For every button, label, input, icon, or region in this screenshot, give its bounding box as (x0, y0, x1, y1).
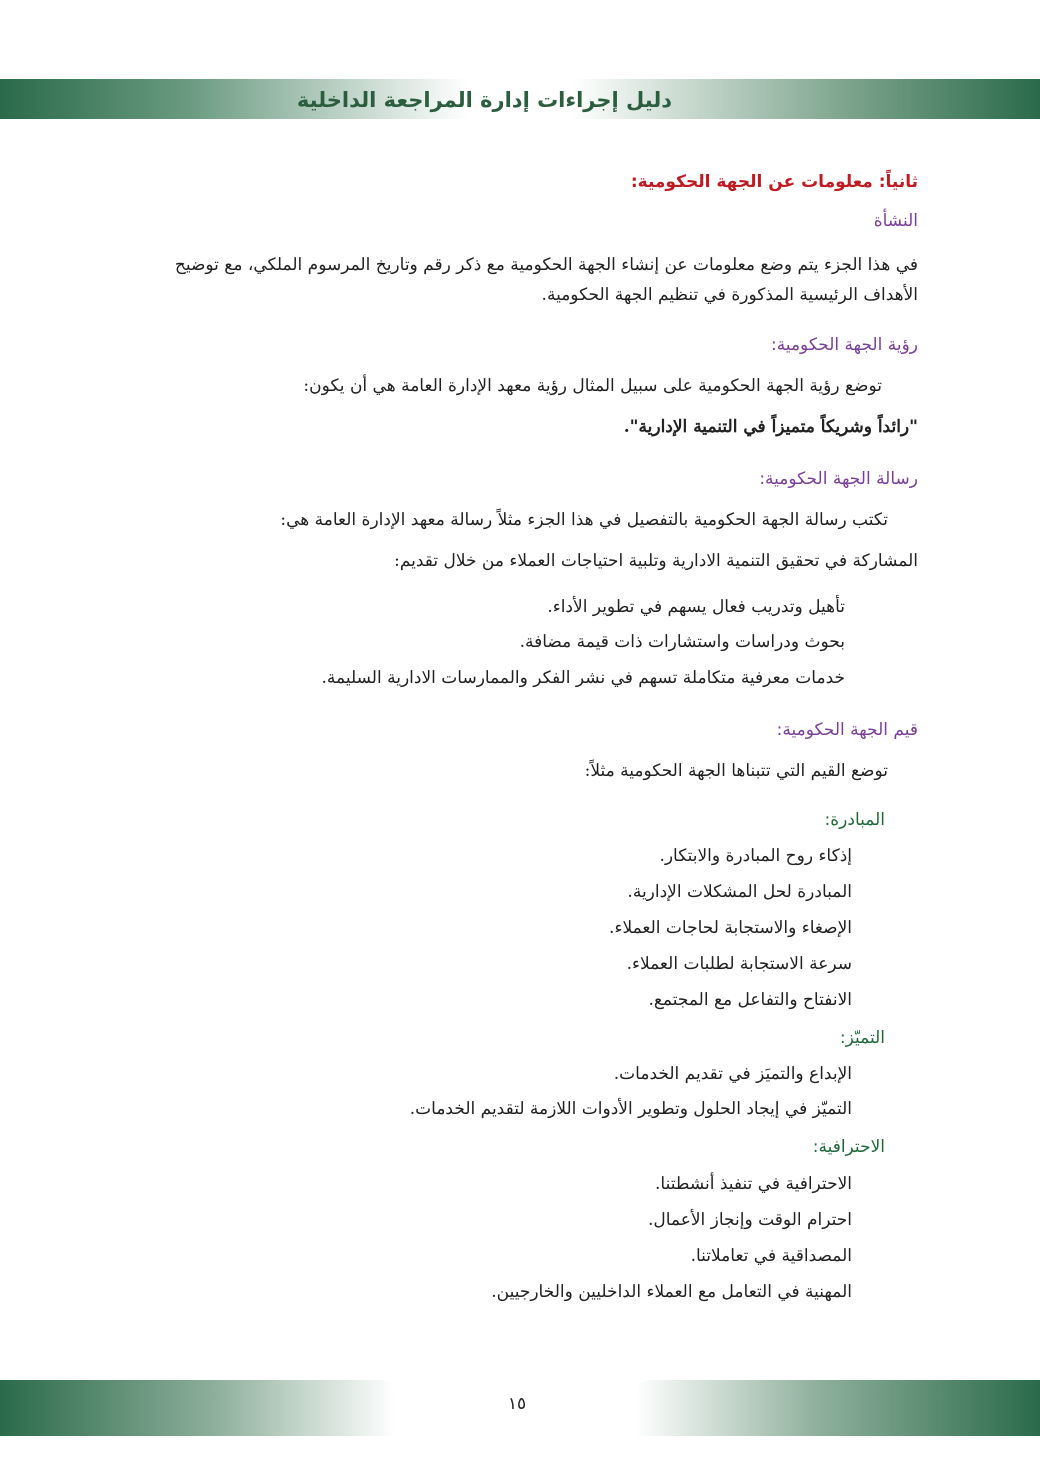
origin-heading: النشأة (873, 211, 918, 231)
value-item: سرعة الاستجابة لطلبات العملاء. (626, 954, 852, 974)
vision-quote: "رائداً وشريكاً متميزاً في التنمية الإدارية". (623, 417, 918, 437)
vision-text: توضع رؤية الجهة الحكومية على سبيل المثال رؤية معهد الإدارة العامة هي أن يكون: (303, 376, 882, 396)
value-item: احترام الوقت وإنجاز الأعمال. (647, 1210, 852, 1230)
mission-heading: رسالة الجهة الحكومية: (759, 469, 918, 489)
value-item: إذكاء روح المبادرة والابتكار. (659, 846, 852, 866)
document-title: دليل إجراءات إدارة المراجعة الداخلية (296, 88, 672, 112)
value-item: الاحترافية في تنفيذ أنشطتنا. (655, 1174, 852, 1194)
value-group-initiative: المبادرة: (824, 810, 885, 830)
value-group-excellence: التميّز: (839, 1028, 885, 1048)
value-group-professionalism: الاحترافية: (812, 1137, 885, 1157)
value-item: التميّز في إيجاد الحلول وتطوير الأدوات اللازمة لتقديم الخدمات. (409, 1099, 852, 1119)
mission-item: بحوث ودراسات واستشارات ذات قيمة مضافة. (519, 632, 845, 652)
value-item: الانفتاح والتفاعل مع المجتمع. (648, 990, 852, 1010)
value-item: الإبداع والتميَز في تقديم الخدمات. (613, 1064, 852, 1084)
values-text: توضع القيم التي تتبناها الجهة الحكومية مثلاً: (584, 761, 888, 781)
values-heading: قيم الجهة الحكومية: (776, 720, 918, 740)
value-item: الإصغاء والاستجابة لحاجات العملاء. (609, 918, 852, 938)
vision-heading: رؤية الجهة الحكومية: (770, 335, 918, 355)
value-item: المصداقية في تعاملاتنا. (690, 1246, 852, 1266)
mission-text: تكتب رسالة الجهة الحكومية بالتفصيل في هذا الجزء مثلاً رسالة معهد الإدارة العامة هي: (280, 510, 888, 530)
page-number: ١٥ (507, 1394, 527, 1414)
origin-paragraph-line-2: الأهداف الرئيسية المذكورة في تنظيم الجهة الحكومية. (541, 285, 918, 305)
mission-intro: المشاركة في تحقيق التنمية الادارية وتلبية احتياجات العملاء من خلال تقديم: (394, 551, 918, 571)
mission-item: تأهيل وتدريب فعال يسهم في تطوير الأداء. (547, 597, 845, 617)
value-item: المهنية في التعامل مع العملاء الداخليين والخارجيين. (491, 1282, 852, 1302)
mission-item: خدمات معرفية متكاملة تسهم في نشر الفكر والممارسات الادارية السليمة. (321, 668, 845, 688)
origin-paragraph-line-1: في هذا الجزء يتم وضع معلومات عن إنشاء الجهة الحكومية مع ذكر رقم وتاريخ المرسوم الملكي، مع توضيح (174, 255, 918, 275)
value-item: المبادرة لحل المشكلات الإدارية. (627, 882, 852, 902)
section-title: ثانياً: معلومات عن الجهة الحكومية: (630, 172, 918, 192)
footer-band-right (635, 1380, 1040, 1436)
footer-band-left (0, 1380, 395, 1436)
